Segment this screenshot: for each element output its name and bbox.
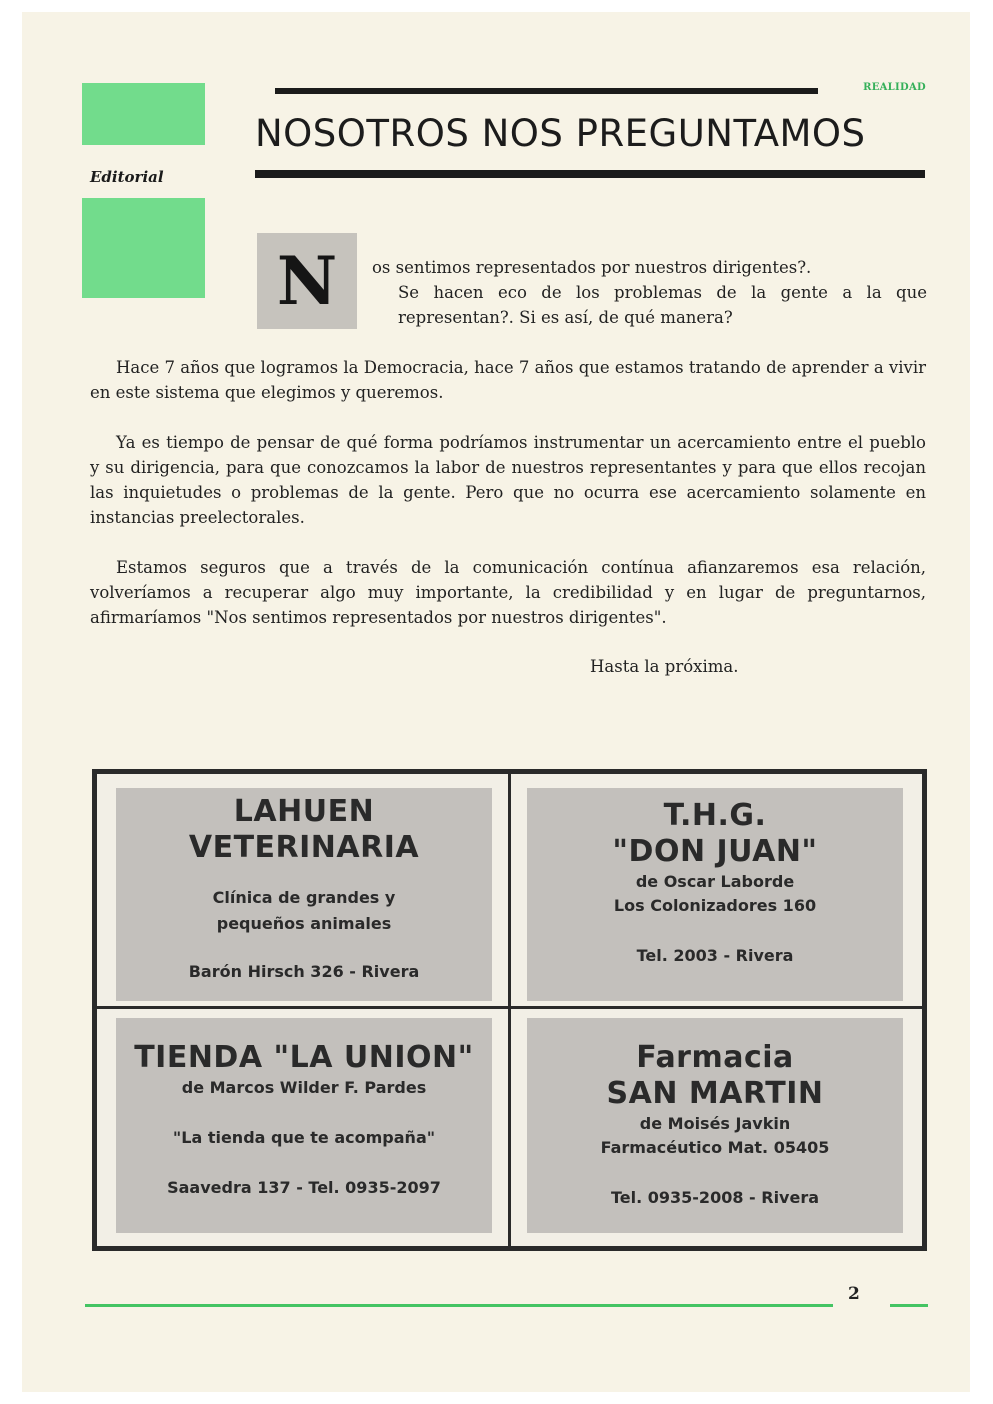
intro-line: os sentimos representados por nuestros dirigentes?. xyxy=(372,258,812,277)
ad-line: Farmacéutico Mat. 05405 xyxy=(600,1138,830,1157)
ads-divider-vertical xyxy=(508,769,511,1251)
headline-rule-bottom xyxy=(255,170,925,178)
ad-title: "DON JUAN" xyxy=(612,834,818,869)
ad-line: de Moisés Javkin xyxy=(639,1114,791,1133)
ad-address: Tel. 0935-2008 - Rivera xyxy=(610,1188,820,1207)
footer-rule-left xyxy=(85,1304,833,1307)
ad-tienda-la-union xyxy=(116,1018,492,1233)
headline: NOSOTROS NOS PREGUNTAMOS xyxy=(255,112,866,155)
headline-rule-top xyxy=(275,88,818,94)
article-paragraph: Ya es tiempo de pensar de qué forma podríamos instrumentar un acercamiento entre el pueblo y su dirigencia, para que conozcamos la labor de nuestros representantes y para que ellos recojan las inquietudes o problemas de la gente. Pero que no ocurra ese acercamiento solamente en instancias preelectorales. xyxy=(90,433,926,527)
green-decor-block-bottom xyxy=(82,198,205,298)
section-tag: REALIDAD xyxy=(863,82,926,93)
article-body xyxy=(90,355,926,655)
category-label: Editorial xyxy=(90,168,164,186)
ads-divider-horizontal xyxy=(92,1006,927,1009)
ad-address: Barón Hirsch 326 - Rivera xyxy=(188,962,420,981)
signoff: Hasta la próxima. xyxy=(590,657,739,676)
ad-line: Los Colonizadores 160 xyxy=(613,896,817,915)
green-decor-block-top xyxy=(82,83,205,145)
ad-title: SAN MARTIN xyxy=(606,1076,824,1111)
ad-address: Saavedra 137 - Tel. 0935-2097 xyxy=(167,1178,441,1197)
ad-line: Clínica de grandes y xyxy=(212,888,396,907)
ad-line: pequeños animales xyxy=(216,914,392,933)
drop-cap-box xyxy=(257,233,357,329)
ad-address: Tel. 2003 - Rivera xyxy=(636,946,794,965)
ad-title: TIENDA "LA UNION" xyxy=(134,1040,474,1075)
ad-title: T.H.G. xyxy=(663,798,767,833)
footer-rule-right xyxy=(890,1304,928,1307)
ad-veterinaria xyxy=(116,788,492,1001)
ad-title: Farmacia xyxy=(636,1040,794,1075)
article-intro xyxy=(372,255,927,330)
ad-line: "La tienda que te acompaña" xyxy=(172,1128,436,1147)
ad-farmacia-san-martin xyxy=(527,1018,903,1233)
ad-line: de Oscar Laborde xyxy=(635,872,795,891)
page-number: 2 xyxy=(848,1284,860,1304)
article-paragraph: Estamos seguros que a través de la comunicación contínua afianzaremos esa relación, volveríamos a recuperar algo muy importante, la credibilidad y en lugar de preguntarnos, afirmaríamos "Nos sentimos representados por nuestros dirigentes". xyxy=(90,558,926,627)
ad-title: LAHUEN xyxy=(233,794,375,829)
ad-title: VETERINARIA xyxy=(188,830,420,865)
ad-line: de Marcos Wilder F. Pardes xyxy=(181,1078,427,1097)
ad-don-juan xyxy=(527,788,903,1001)
drop-cap-letter: N xyxy=(276,242,338,320)
intro-line: Se hacen eco de los problemas de la gente a la que representan?. Si es así, de qué manera? xyxy=(398,283,927,327)
article-paragraph: Hace 7 años que logramos la Democracia, hace 7 años que estamos tratando de aprender a vivir en este sistema que elegimos y queremos. xyxy=(90,358,926,402)
